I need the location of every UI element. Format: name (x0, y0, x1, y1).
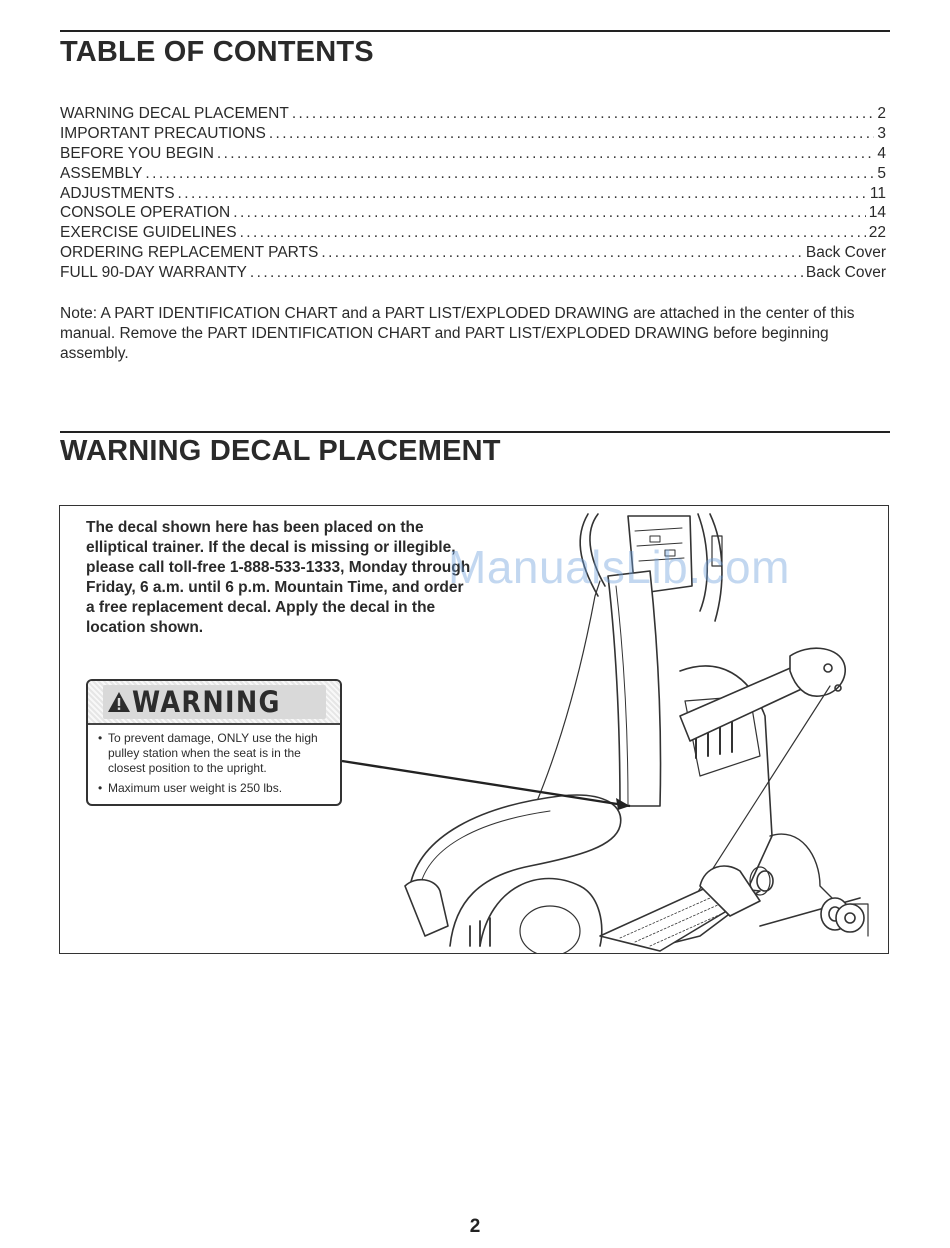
watermark: ManualsLib.com (448, 541, 790, 593)
toc-entry-title: EXERCISE GUIDELINES (60, 224, 237, 242)
toc-entry-title: FULL 90-DAY WARRANTY (60, 264, 247, 282)
decal-section-heading: WARNING DECAL PLACEMENT (60, 435, 501, 467)
toc-leader-dots (250, 264, 803, 282)
decal-instructions: The decal shown here has been placed on the elliptical trainer. If the decal is missing or illegible, please call toll-free 1-888-533-1333, Monday through Friday, 6 a.m. until 6 p.m. Mountain Time, and order a free replacement decal. Apply the decal in the location shown. (86, 519, 471, 636)
page-number: 2 (469, 1216, 481, 1237)
toc-entry[interactable] (60, 204, 886, 224)
warning-triangle-icon (107, 691, 131, 713)
toc-entry[interactable] (60, 105, 886, 125)
toc-leader-dots (145, 165, 874, 183)
warning-decal-list (88, 731, 340, 796)
toc-entry-title: CONSOLE OPERATION (60, 204, 231, 222)
warning-decal (86, 679, 342, 806)
toc-entry-title: IMPORTANT PRECAUTIONS (60, 124, 266, 142)
warning-decal-item: • To prevent damage, ONLY use the high pulley station when the seat is in the closest position to the upright. (98, 731, 334, 776)
toc-note: Note: A PART IDENTIFICATION CHART and a PART LIST/EXPLODED DRAWING are attached in the center of this manual. Remove the PART IDENTIFICATION CHART and PART LIST/EXPLODED DRAWING before beginning assembly. (60, 305, 855, 362)
warning-decal-header (88, 681, 340, 725)
top-rule (60, 30, 890, 32)
toc-entry-page: 4 (877, 144, 886, 162)
toc-leader-dots (240, 224, 866, 242)
toc-entry-title: WARNING DECAL PLACEMENT (60, 105, 289, 122)
toc-leader-dots (292, 105, 875, 123)
toc-entry-title: BEFORE YOU BEGIN (60, 144, 214, 162)
toc-leader-dots (178, 185, 867, 203)
toc-entry[interactable] (60, 224, 886, 244)
toc-entry-title: ADJUSTMENTS (60, 184, 175, 202)
toc-entry[interactable] (60, 185, 886, 205)
toc-list (60, 105, 886, 284)
toc-entry-page: 3 (877, 124, 886, 142)
toc-entry-page: 22 (868, 224, 886, 242)
toc-leader-dots (233, 204, 866, 222)
toc-entry-page: 5 (877, 164, 886, 182)
toc-entry-page: Back Cover (805, 264, 886, 282)
toc-entry[interactable] (60, 145, 886, 165)
warning-decal-title: WARNING (131, 685, 281, 719)
toc-entry[interactable] (60, 125, 886, 145)
toc-leader-dots (217, 145, 874, 163)
toc-leader-dots (321, 244, 802, 262)
toc-leader-dots (269, 125, 875, 143)
toc-entry-page: 11 (869, 184, 886, 202)
toc-entry-title: ORDERING REPLACEMENT PARTS (60, 244, 319, 262)
toc-entry[interactable] (60, 264, 886, 284)
toc-entry-page: Back Cover (805, 244, 886, 262)
toc-entry[interactable] (60, 244, 886, 264)
toc-heading: TABLE OF CONTENTS (60, 36, 374, 68)
toc-entry[interactable] (60, 165, 886, 185)
section-rule (60, 431, 890, 433)
toc-entry-title: ASSEMBLY (60, 164, 143, 182)
warning-decal-item: • Maximum user weight is 250 lbs. (98, 781, 334, 796)
toc-entry-page: 2 (877, 105, 886, 122)
toc-entry-page: 14 (868, 204, 886, 222)
